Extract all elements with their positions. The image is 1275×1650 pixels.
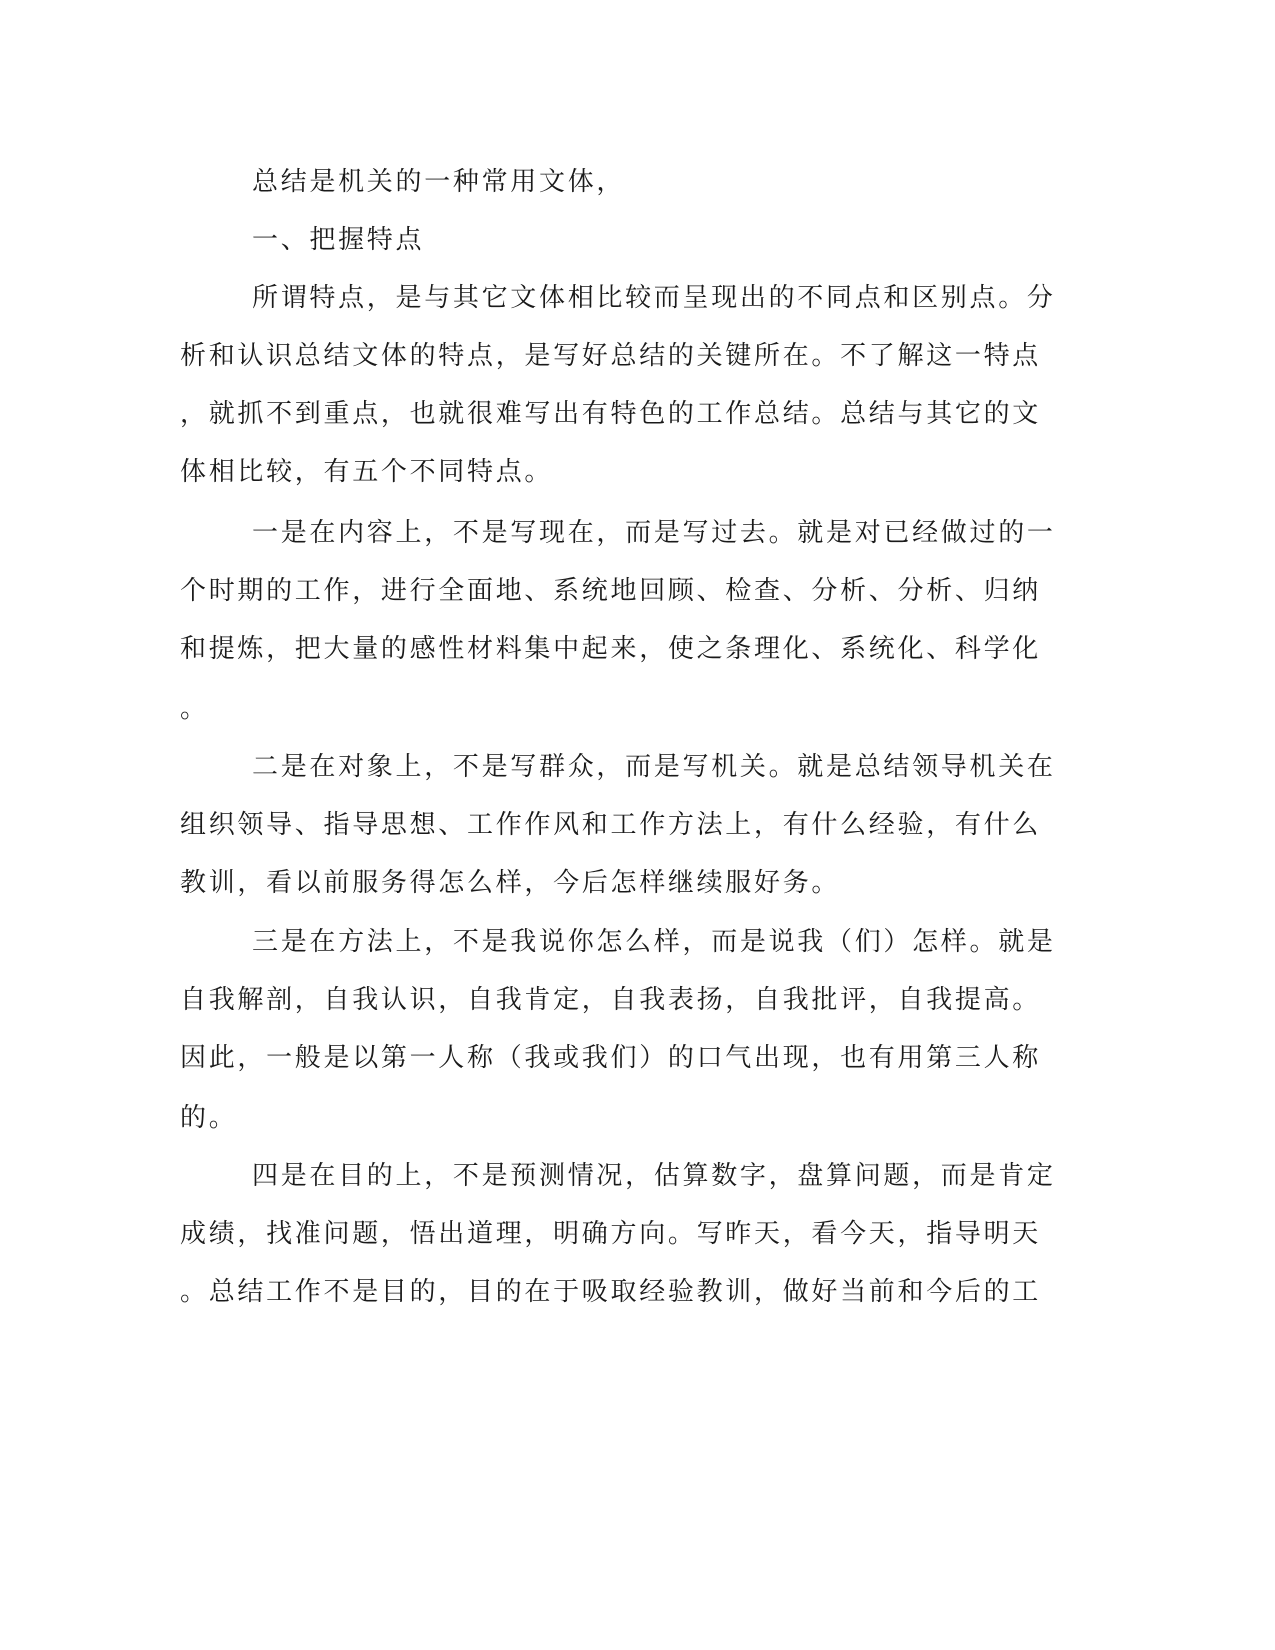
- paragraph-line: 四是在目的上，不是预测情况，估算数字，盘算问题，而是肯定: [252, 1161, 1056, 1191]
- paragraph-line: 三是在方法上，不是我说你怎么样，而是说我（们）怎样。就是: [252, 927, 1056, 957]
- paragraph-line: 自我解剖，自我认识，自我肯定，自我表扬，自我批评，自我提高。: [180, 985, 1042, 1015]
- paragraph-line: 所谓特点，是与其它文体相比较而呈现出的不同点和区别点。分: [252, 283, 1056, 313]
- section-heading: 一、把握特点: [252, 225, 425, 255]
- paragraph-line: 教训，看以前服务得怎么样，今后怎样继续服好务。: [180, 868, 841, 898]
- paragraph-line: 体相比较，有五个不同特点。: [180, 457, 554, 487]
- paragraph-line: 因此，一般是以第一人称（我或我们）的口气出现，也有用第三人称: [180, 1043, 1042, 1073]
- paragraph-line: 总结是机关的一种常用文体，: [252, 167, 626, 197]
- paragraph-line: 一是在内容上，不是写现在，而是写过去。就是对已经做过的一: [252, 518, 1056, 548]
- paragraph-line: 成绩，找准问题，悟出道理，明确方向。写昨天，看今天，指导明天: [180, 1219, 1042, 1249]
- paragraph-line: 的。: [180, 1103, 238, 1133]
- paragraph-line: 。总结工作不是目的，目的在于吸取经验教训，做好当前和今后的工: [180, 1277, 1042, 1307]
- paragraph-line: 组织领导、指导思想、工作作风和工作方法上，有什么经验，有什么: [180, 810, 1042, 840]
- paragraph-line: 二是在对象上，不是写群众，而是写机关。就是总结领导机关在: [252, 752, 1056, 782]
- paragraph-line: 个时期的工作，进行全面地、系统地回顾、检查、分析、分析、归纳: [180, 576, 1042, 606]
- paragraph-line: 。: [180, 694, 209, 724]
- paragraph-line: 和提炼，把大量的感性材料集中起来，使之条理化、系统化、科学化: [180, 634, 1042, 664]
- paragraph-line: ，就抓不到重点，也就很难写出有特色的工作总结。总结与其它的文: [180, 399, 1042, 429]
- paragraph-line: 析和认识总结文体的特点，是写好总结的关键所在。不了解这一特点: [180, 341, 1042, 371]
